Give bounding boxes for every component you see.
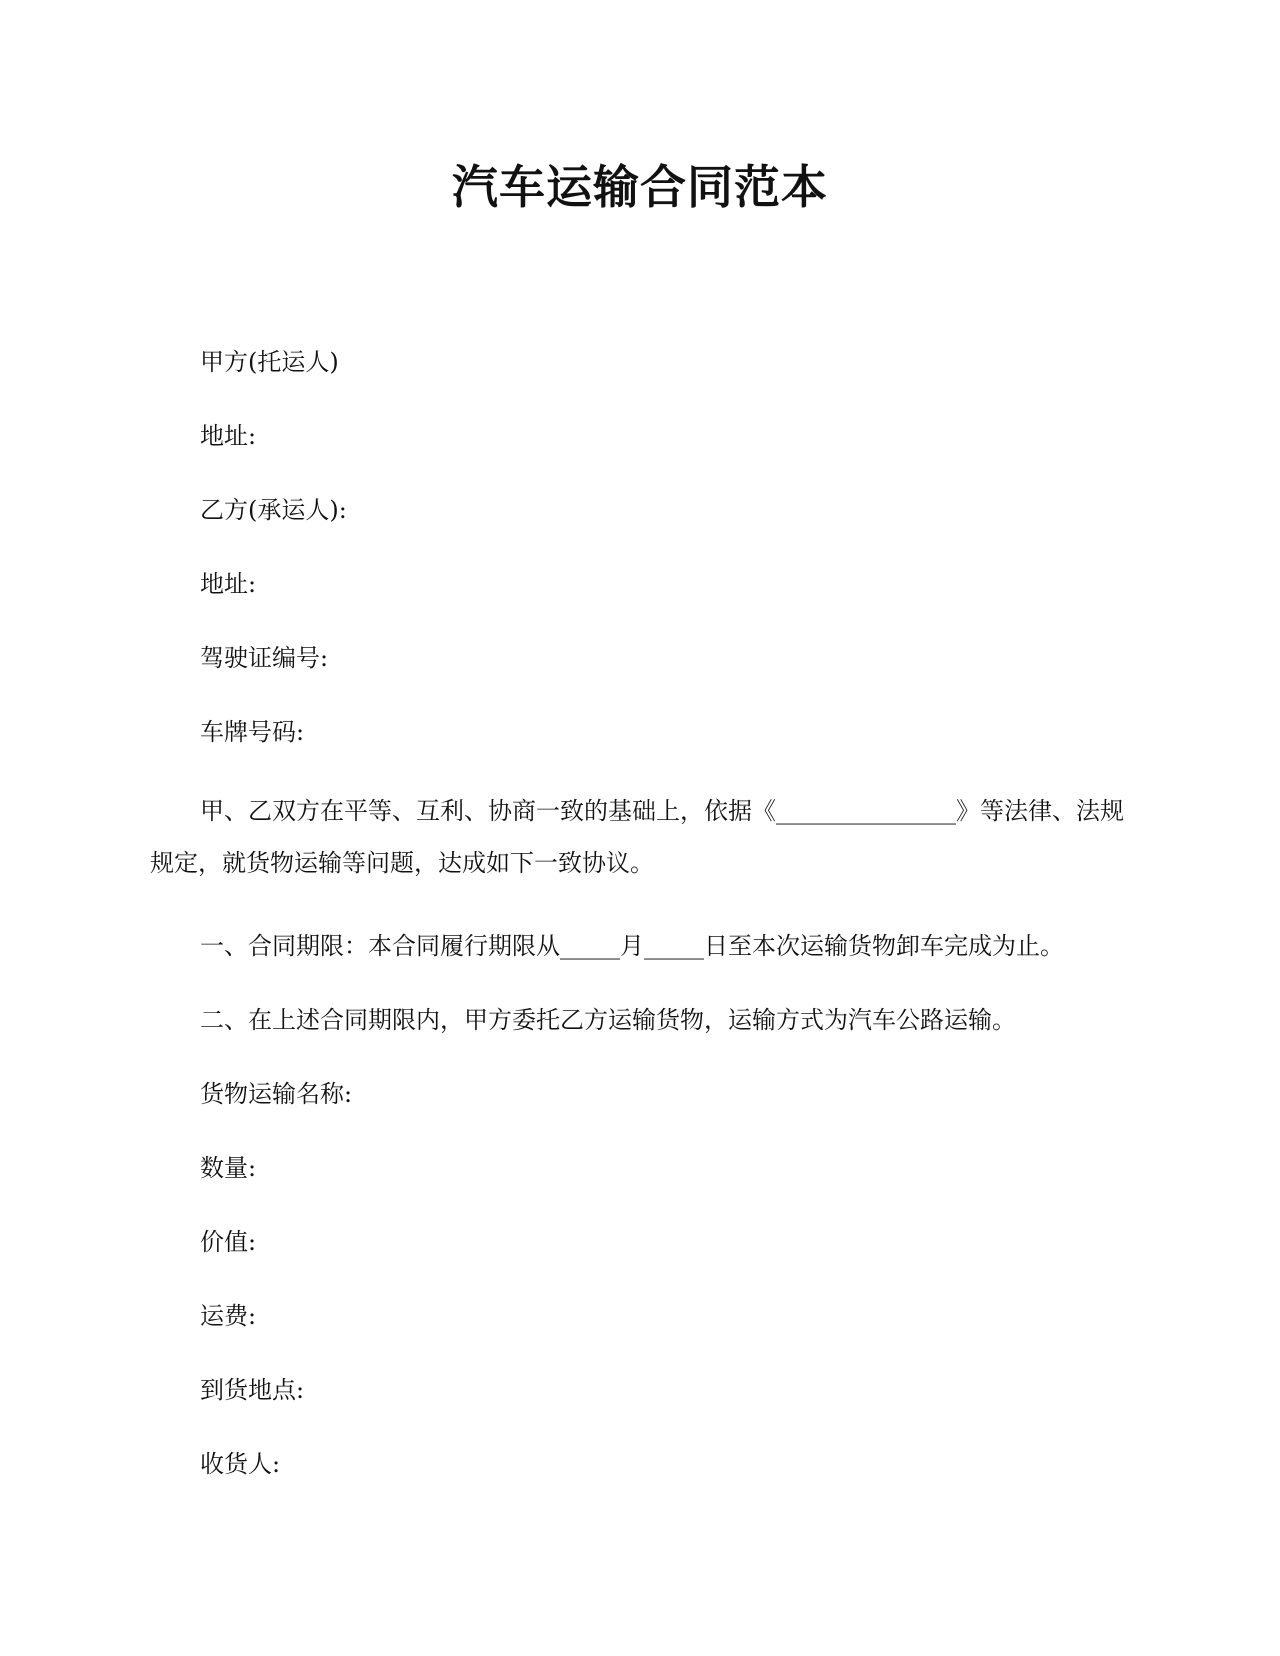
clause-2: 二、在上述合同期限内，甲方委托乙方运输货物，运输方式为汽车公路运输。 xyxy=(200,1006,1016,1034)
party-a-label: 甲方(托运人) xyxy=(200,348,339,376)
consignee-label: 收货人: xyxy=(200,1450,281,1478)
document-title: 汽车运输合同范本 xyxy=(452,160,828,214)
document-body xyxy=(150,345,1140,1481)
party-b-address-label: 地址: xyxy=(200,570,257,598)
freight-label: 运费: xyxy=(200,1302,257,1330)
goods-quantity-label: 数量: xyxy=(200,1154,257,1182)
party-b-label: 乙方(承运人): xyxy=(200,496,347,524)
clause-1: 一、合同期限：本合同履行期限从_____月_____日至本次运输货物卸车完成为止。 xyxy=(200,932,1064,960)
goods-value-label: 价值: xyxy=(200,1228,257,1256)
plate-number-label: 车牌号码: xyxy=(200,718,305,746)
party-a-address-label: 地址: xyxy=(200,422,257,450)
goods-name-label: 货物运输名称: xyxy=(200,1080,353,1108)
intro-paragraph: 甲、乙双方在平等、互利、协商一致的基础上，依据《_______________》等法律、法规规定，就货物运输等问题，达成如下一致协议。 xyxy=(150,797,1124,877)
license-number-label: 驾驶证编号: xyxy=(200,644,329,672)
destination-label: 到货地点: xyxy=(200,1376,305,1404)
